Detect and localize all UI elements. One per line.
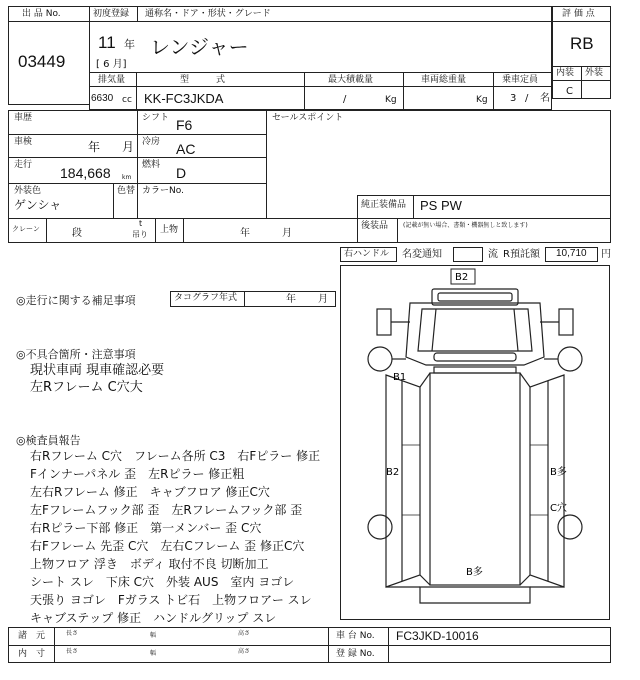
spec-length-label: 長さ xyxy=(66,630,79,637)
top-body-label: 上物 xyxy=(160,225,179,235)
mark-front: B2 xyxy=(455,272,469,283)
inspector-line: 天張り ヨゴレ Fガラス トビ石 上物フロアー スレ xyxy=(30,593,312,607)
equipment-label: 純正装備品 xyxy=(361,200,407,210)
lot-number: 03449 xyxy=(18,52,66,71)
first-registration-label: 初度登録 xyxy=(93,9,130,19)
right-mirror xyxy=(559,309,573,335)
mileage-unit: km xyxy=(122,174,132,181)
registration-number-label: 登 録 No. xyxy=(336,649,375,659)
front-bumper xyxy=(434,353,516,361)
mileage-label: 走行 xyxy=(14,160,33,170)
spec-label: 諸 元 xyxy=(18,631,46,641)
mark-left-mid: B2 xyxy=(386,467,400,478)
tachograph-month-unit: 月 xyxy=(318,294,328,305)
steering-value: 右ハンドル xyxy=(344,249,390,259)
fuel-label: 燃料 xyxy=(142,160,161,170)
capacity-label: 乗車定員 xyxy=(502,75,539,85)
inspection-year-unit: 年 xyxy=(88,140,101,154)
max-load-slash: / xyxy=(343,94,347,105)
capacity-value: 3 xyxy=(510,93,517,104)
r-deposit-amount: 10,710 xyxy=(556,248,587,259)
spec-height-label: 高さ xyxy=(238,630,251,637)
spec-width-label: 幅 xyxy=(150,632,157,639)
vehicle-name-label: 通称名・ドア・形状・グレード xyxy=(145,9,271,19)
defects-heading: ◎不具合箇所・注意事項 xyxy=(16,348,136,361)
color-code-label: カラーNo. xyxy=(142,186,184,196)
inspector-line: 左Fフレームフック部 歪 左Rフレームフック部 歪 xyxy=(30,503,303,517)
inspector-line: キャブステップ 修正 ハンドルグリップ スレ xyxy=(30,611,277,625)
inspector-line: シート スレ 下床 C穴 外装 AUS 室内 ヨゴレ xyxy=(30,575,295,589)
left-mirror xyxy=(377,309,391,335)
inspector-line: 右Fフレーム 先歪 C穴 左右Cフレーム 歪 修正C穴 xyxy=(30,539,305,553)
total-weight-label: 車両総重量 xyxy=(421,75,467,85)
inner-width-label: 幅 xyxy=(150,650,157,657)
right-front-wheel xyxy=(558,347,582,371)
inner-dim-label: 内 寸 xyxy=(18,649,46,659)
cargo-left-side xyxy=(386,375,420,587)
fuel-value: D xyxy=(176,165,187,181)
shift-label: シフト xyxy=(142,113,170,123)
model-code: KK-FC3JKDA xyxy=(144,91,224,106)
outflow-label: 流 xyxy=(488,249,498,260)
color-change-label: 色替 xyxy=(117,186,136,196)
displacement-value: 6630 xyxy=(91,93,114,104)
max-load-label: 最大積載量 xyxy=(328,75,374,85)
total-weight-unit: Kg xyxy=(476,95,488,105)
crane-t-label: t xyxy=(139,219,143,228)
capacity-unit: 名 xyxy=(540,93,550,104)
inspection-month-unit: 月 xyxy=(122,140,135,154)
body-color-label: 外装色 xyxy=(14,186,42,196)
mark-right-rear: C穴 xyxy=(550,503,567,514)
registration-month: [ 6 月] xyxy=(96,59,127,70)
name-change-box xyxy=(453,247,483,262)
inspector-line: 上物フロア 浮き ボディ 取付不良 切断加工 xyxy=(30,557,269,571)
defect-line: 現状車両 現車確認必要 xyxy=(30,363,165,378)
year-unit: 年 xyxy=(124,38,135,51)
r-deposit-label: R預託額 xyxy=(503,249,540,260)
aftermarket-note: (記載が無い場合、書類・機器無しと致します) xyxy=(403,222,528,229)
mileage-value: 184,668 xyxy=(60,165,111,181)
mark-right-mid: B多 xyxy=(550,467,567,478)
mark-rear: B多 xyxy=(466,567,483,578)
chassis-number-label: 車 台 No. xyxy=(336,631,375,641)
tachograph-year-unit: 年 xyxy=(286,294,296,305)
lot-number-label: 出 品 No. xyxy=(22,9,61,19)
auction-grade: RB xyxy=(570,34,594,53)
supplement-heading: ◎走行に関する補足事項 xyxy=(16,294,136,307)
history-label: 車歴 xyxy=(14,113,33,123)
aftermarket-label: 後装品 xyxy=(361,221,389,231)
cargo-floor xyxy=(430,373,520,585)
inspector-line: 左右Rフレーム 修正 キャブフロア 修正C穴 xyxy=(30,485,270,499)
top-year-unit: 年 xyxy=(240,228,250,239)
displacement-label: 排気量 xyxy=(98,75,126,85)
top-month-unit: 月 xyxy=(282,228,292,239)
inner-length-label: 長さ xyxy=(66,648,79,655)
inspector-heading: ◎検査員報告 xyxy=(16,434,81,447)
inner-height-label: 高さ xyxy=(238,648,251,655)
inspector-line: Fインナーパネル 歪 左Rピラー 修正粗 xyxy=(30,467,245,481)
body-color-value: ゲンシャ xyxy=(14,198,62,212)
exterior-grade-label: 外装 xyxy=(585,68,604,78)
cab-body xyxy=(406,303,544,365)
ac-value: AC xyxy=(176,141,196,157)
chassis-number: FC3JKD-10016 xyxy=(396,629,479,643)
right-rear-wheel xyxy=(558,515,582,539)
name-change-label: 名変通知 xyxy=(402,249,442,260)
cargo-right-side xyxy=(530,375,564,587)
r-deposit-yen: 円 xyxy=(601,249,611,260)
displacement-unit: cc xyxy=(122,95,132,105)
capacity-slash: / xyxy=(525,93,529,104)
left-rear-wheel xyxy=(368,515,392,539)
interior-grade: C xyxy=(566,86,573,97)
crane-label: クレーン xyxy=(12,225,40,233)
ac-label: 冷房 xyxy=(142,137,161,147)
model-code-label: 型 式 xyxy=(180,75,226,85)
truck-diagram xyxy=(340,265,610,620)
crane-stage-label: 段 xyxy=(72,228,82,239)
shift-value: F6 xyxy=(176,117,193,133)
inspector-line: 右Rフレーム C穴 フレーム各所 C3 右Fピラー 修正 xyxy=(30,449,321,463)
defect-line: 左Rフレーム C穴大 xyxy=(30,380,143,395)
inspection-label: 車検 xyxy=(14,137,33,147)
mark-left-front: B1 xyxy=(393,372,407,383)
left-front-wheel xyxy=(368,347,392,371)
crane-hanging-label: 吊り xyxy=(132,230,148,239)
grade-label: 評 価 点 xyxy=(562,9,595,19)
equipment-value: PS PW xyxy=(420,198,462,213)
rear-gate xyxy=(420,587,530,603)
inspector-line: 右Rピラー下部 修正 第一メンバー 歪 C穴 xyxy=(30,521,262,535)
sales-point-label: セールスポイント xyxy=(272,113,344,123)
interior-grade-label: 内装 xyxy=(556,68,575,78)
registration-year: 11 xyxy=(98,33,116,52)
model-name: レンジャー xyxy=(150,35,249,59)
max-load-unit: Kg xyxy=(385,95,397,105)
tachograph-label: タコグラフ年式 xyxy=(174,293,238,303)
